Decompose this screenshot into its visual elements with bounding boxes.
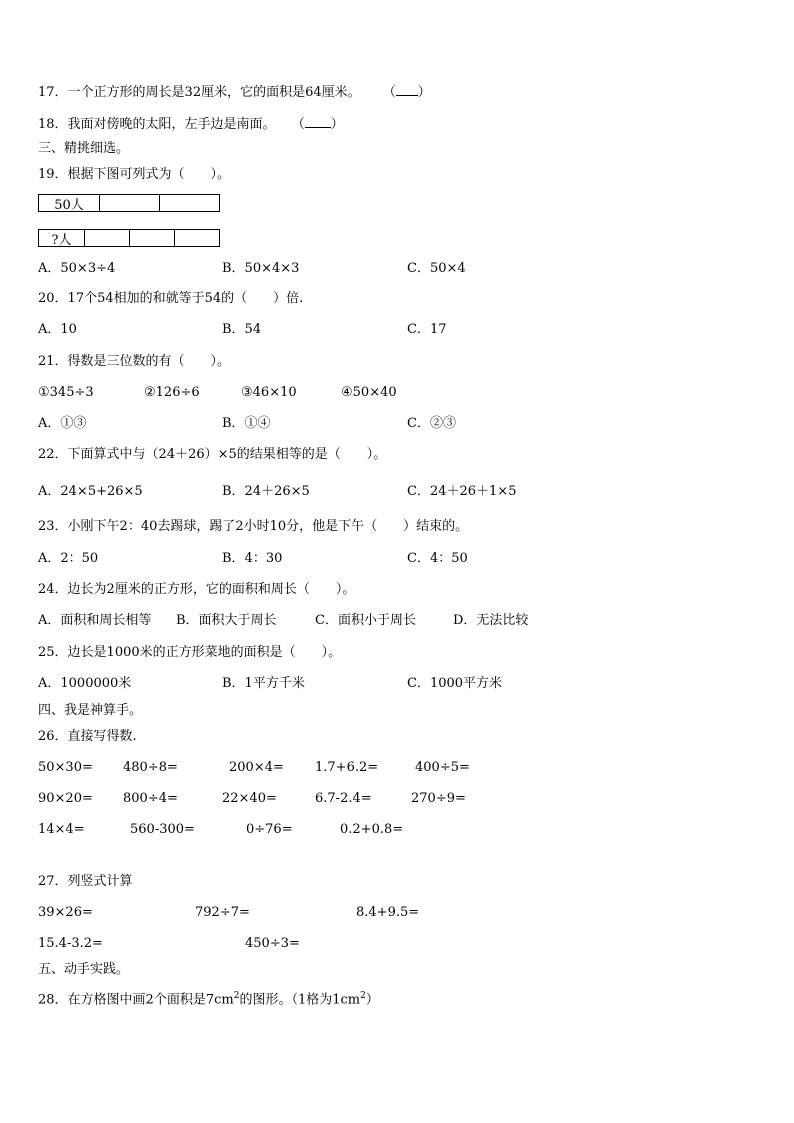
q19-option-c[interactable]: C．50×4 [407, 261, 466, 276]
tape-cell [130, 230, 175, 246]
question-27-text: 27．列竖式计算 [38, 874, 133, 889]
calc-item: 1.7+6.2= [315, 760, 379, 775]
q21-option-b[interactable]: B．①④ [222, 416, 271, 431]
calc-item: 22×40= [222, 791, 277, 806]
question-24-text: 24．边长为2厘米的正方形，它的面积和周长（ ）。 [38, 582, 356, 597]
vertical-calc-item: 8.4+9.5= [356, 905, 420, 920]
calc-item: 400÷5= [415, 760, 470, 775]
calc-item: 800÷4= [123, 791, 178, 806]
calc-item: 0.2+0.8= [340, 822, 404, 837]
question-25-text: 25．边长是1000米的正方形菜地的面积是（ ）。 [38, 645, 342, 660]
answer-blank[interactable] [396, 83, 418, 96]
q22-option-a[interactable]: A．24×5+26×5 [38, 484, 143, 499]
q25-option-c[interactable]: C．1000平方米 [407, 676, 503, 691]
q25-option-b[interactable]: B．1平方千米 [222, 676, 305, 691]
tape-diagram-bottom [38, 229, 220, 247]
q21-item-4: ④50×40 [341, 385, 397, 400]
q19-option-b[interactable]: B．50×4×3 [222, 261, 300, 276]
vertical-calc-item: 450÷3= [245, 936, 300, 951]
q23-option-b[interactable]: B．4：30 [222, 551, 283, 566]
q22-option-c[interactable]: C．24＋26＋1×5 [407, 484, 517, 499]
q23-option-a[interactable]: A．2：50 [38, 551, 99, 566]
vertical-calc-item: 39×26= [38, 905, 93, 920]
question-22-text: 22．下面算式中与（24＋26）×5的结果相等的是（ ）。 [38, 447, 387, 462]
q28-middle: 的图形。（1格为1cm [239, 992, 361, 1008]
q21-item-2: ②126÷6 [144, 385, 200, 400]
tape-cell [100, 195, 160, 211]
q20-option-c[interactable]: C．17 [407, 322, 447, 337]
tape-cell [85, 230, 130, 246]
tape-cell-label: ?人 [39, 230, 85, 246]
calc-item: 14×4= [38, 822, 85, 837]
question-28-text [38, 988, 379, 1008]
section-4-heading: 四、我是神算手。 [38, 703, 143, 718]
q19-option-a[interactable]: A．50×3÷4 [38, 261, 116, 276]
answer-paren-open: （ [382, 85, 396, 100]
q24-option-d[interactable]: D．无法比较 [453, 613, 529, 628]
calc-item: 0÷76= [246, 822, 293, 837]
q23-option-c[interactable]: C．4：50 [407, 551, 468, 566]
tape-diagram-top [38, 194, 220, 212]
calc-item: 480÷8= [123, 760, 178, 775]
calc-item: 270÷9= [411, 791, 466, 806]
question-26-text: 26．直接写得数. [38, 729, 137, 744]
q28-prefix: 28．在方格图中画2个面积是7cm [38, 992, 234, 1008]
calc-item: 90×20= [38, 791, 93, 806]
q21-option-a[interactable]: A．①③ [38, 416, 87, 431]
calc-item: 50×30= [38, 760, 93, 775]
q20-option-a[interactable]: A．10 [38, 322, 77, 337]
answer-paren-close: ） [417, 85, 431, 100]
calc-item: 560-300= [130, 822, 195, 837]
answer-paren-close: ） [330, 117, 344, 132]
section-5-heading: 五、动手实践。 [38, 962, 130, 977]
q24-option-a[interactable]: A．面积和周长相等 [38, 613, 152, 628]
tape-cell-label: 50人 [39, 195, 100, 211]
q28-superscript: 2 [233, 991, 240, 1001]
question-21-text: 21．得数是三位数的有（ ）。 [38, 354, 231, 369]
section-3-heading: 三、精挑细选。 [38, 141, 130, 156]
answer-blank[interactable] [305, 115, 331, 128]
answer-paren-open: （ [291, 117, 305, 132]
q28-suffix: ） [365, 992, 379, 1008]
question-18 [38, 115, 344, 133]
tape-cell [175, 230, 219, 246]
question-23-text: 23．小刚下午2：40去踢球，踢了2小时10分，他是下午（ ）结束的。 [38, 519, 469, 534]
q24-option-b[interactable]: B．面积大于周长 [176, 613, 277, 628]
q28-superscript: 2 [360, 991, 366, 1001]
vertical-calc-item: 15.4-3.2= [38, 936, 103, 951]
question-18-text: 18．我面对傍晚的太阳，左手边是南面。 [38, 117, 276, 132]
q22-option-b[interactable]: B．24＋26×5 [222, 484, 310, 499]
vertical-calc-item: 792÷7= [195, 905, 250, 920]
question-19-text: 19．根据下图可列式为（ ）。 [38, 167, 231, 182]
tape-cell [160, 195, 219, 211]
question-17-text: 17．一个正方形的周长是32厘米，它的面积是64厘米。 [38, 85, 361, 100]
q25-option-a[interactable]: A．1000000米 [38, 676, 132, 691]
q21-item-1: ①345÷3 [38, 385, 94, 400]
q21-item-3: ③46×10 [241, 385, 297, 400]
question-20-text: 20．17个54相加的和就等于54的（ ）倍. [38, 291, 304, 306]
question-17 [38, 83, 431, 101]
q21-option-c[interactable]: C．②③ [407, 416, 456, 431]
calc-item: 200×4= [229, 760, 284, 775]
calc-item: 6.7-2.4= [315, 791, 372, 806]
q24-option-c[interactable]: C．面积小于周长 [315, 613, 416, 628]
q20-option-b[interactable]: B．54 [222, 322, 262, 337]
